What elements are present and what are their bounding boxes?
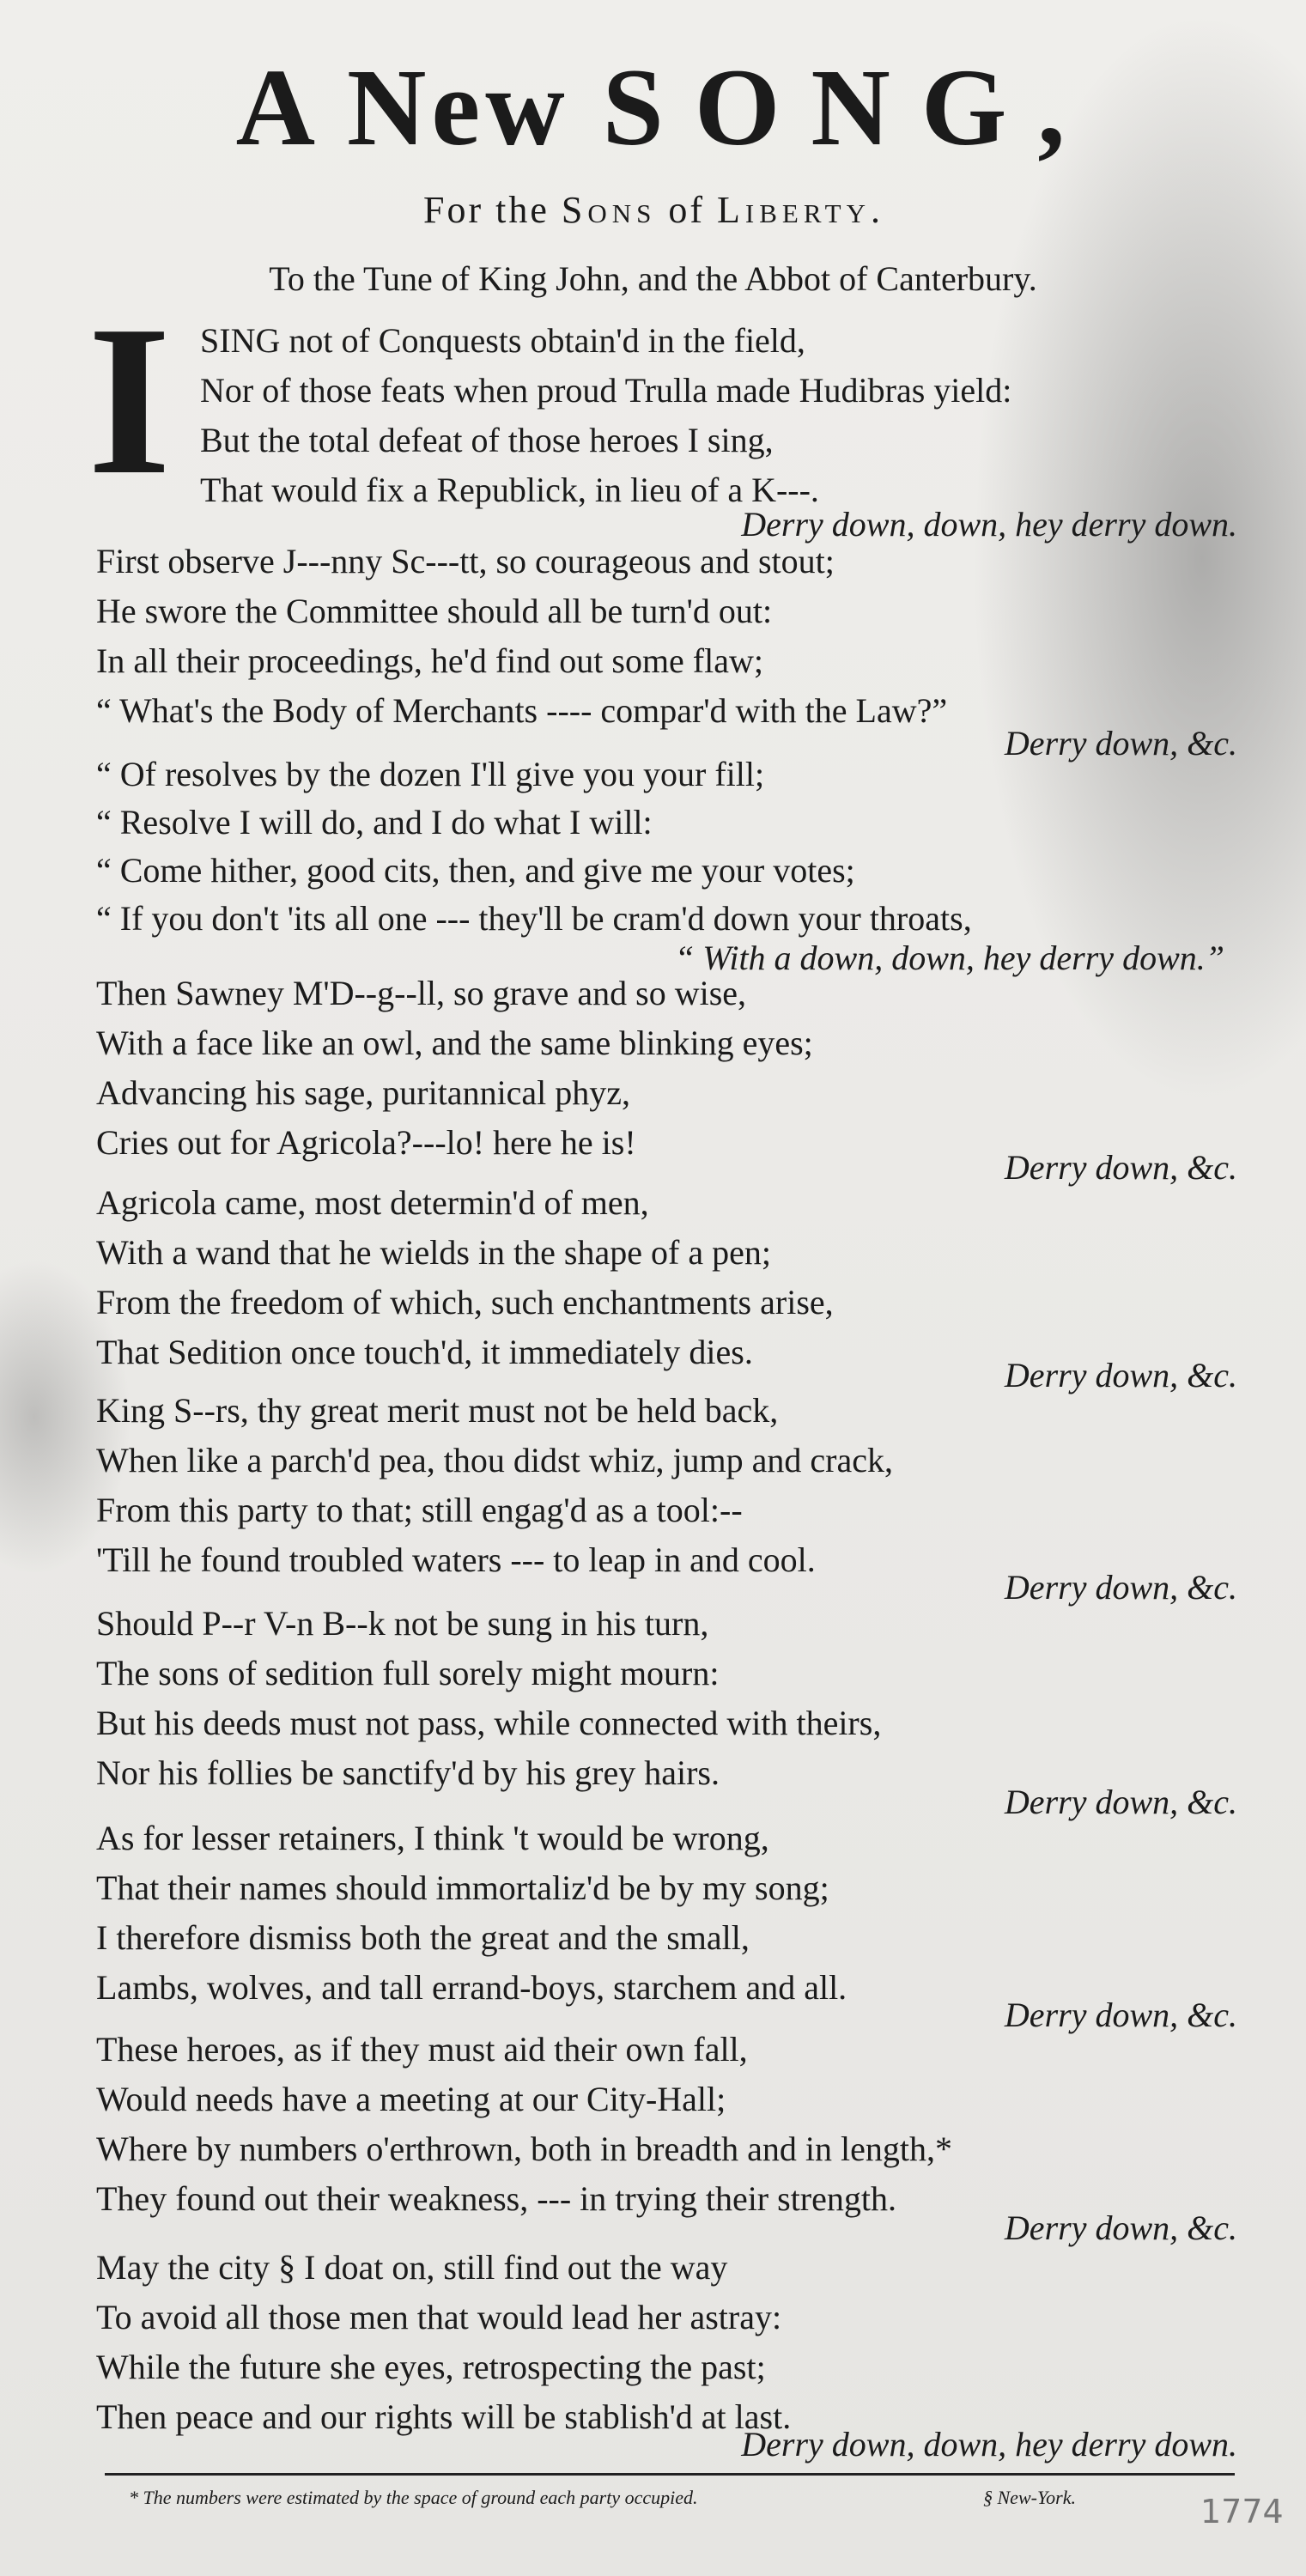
- verse-line: “ Come hither, good cits, then, and give me your votes;: [96, 851, 855, 890]
- verse-line: To avoid all those men that would lead her astray:: [96, 2298, 782, 2336]
- verse-line: May the city § I doat on, still find out the way: [96, 2248, 728, 2287]
- subtitle-pre: For the: [423, 189, 562, 231]
- verse-line: That Sedition once touch'd, it immediately dies.: [96, 1333, 753, 1371]
- verse-line: From this party to that; still engag'd as a tool:--: [96, 1491, 743, 1529]
- verse-line: In all their proceedings, he'd find out some flaw;: [96, 641, 763, 680]
- refrain-line: Derry down, down, hey derry down.: [741, 2425, 1237, 2464]
- refrain-line: Derry down, &c.: [1004, 1783, 1237, 1821]
- verse-line: King S--rs, thy great merit must not be held back,: [96, 1391, 779, 1430]
- verse-line: Then Sawney M'D--g--ll, so grave and so wise,: [96, 974, 747, 1012]
- verse-line: These heroes, as if they must aid their own fall,: [96, 2030, 748, 2069]
- refrain-line: “ With a down, down, hey derry down.”: [674, 939, 1224, 977]
- verse-line: With a face like an owl, and the same blinking eyes;: [96, 1024, 813, 1062]
- subtitle-liberty: Liberty: [717, 189, 871, 231]
- verse-line: But his deeds must not pass, while connected with theirs,: [96, 1704, 882, 1742]
- verse-line: “ What's the Body of Merchants ---- compar'd with the Law?”: [96, 691, 948, 730]
- verse-line: That would fix a Republick, in lieu of a K---.: [200, 471, 819, 509]
- verse-line: They found out their weakness, --- in trying their strength.: [96, 2179, 896, 2218]
- verse-line: While the future she eyes, retrospecting the past;: [96, 2348, 766, 2386]
- title-pre: A New: [235, 46, 603, 168]
- verse-line: First observe J---nny Sc---tt, so courageous and stout;: [96, 542, 835, 580]
- footnote-numbers: * The numbers were estimated by the space of ground each party occupied.: [129, 2487, 698, 2508]
- verse-line: Cries out for Agricola?---lo! here he is!: [96, 1123, 636, 1162]
- handwritten-date: 1774: [1200, 2493, 1284, 2530]
- song-subtitle: [0, 185, 1306, 236]
- verse-line: Then peace and our rights will be stablish'd at last.: [96, 2397, 792, 2436]
- refrain-line: Derry down, &c.: [1004, 1148, 1237, 1187]
- footnote-new-york: § New-York.: [983, 2487, 1076, 2508]
- verse-line: “ Of resolves by the dozen I'll give you your fill;: [96, 755, 765, 793]
- footer-rule: [105, 2473, 1235, 2476]
- verse-line: Lambs, wolves, and tall errand-boys, starchem and all.: [96, 1968, 847, 2007]
- refrain-line: Derry down, &c.: [1004, 2208, 1237, 2247]
- title-song: SONG: [602, 46, 1038, 168]
- verse-line: From the freedom of which, such enchantments arise,: [96, 1283, 834, 1321]
- verse-line: He swore the Committee should all be turn'd out:: [96, 592, 773, 630]
- verse-line: Nor of those feats when proud Trulla made Hudibras yield:: [200, 371, 1012, 410]
- title-comma: ,: [1037, 46, 1071, 168]
- verse-line: Should P--r V-n B--k not be sung in his turn,: [96, 1604, 709, 1643]
- verse-line: Nor his follies be sanctify'd by his grey hairs.: [96, 1753, 720, 1792]
- verse-line: But the total defeat of those heroes I sing,: [200, 421, 774, 459]
- refrain-line: Derry down, &c.: [1004, 1356, 1237, 1394]
- verse-line: When like a parch'd pea, thou didst whiz, jump and crack,: [96, 1441, 894, 1479]
- verse-line: With a wand that he wields in the shape of a pen;: [96, 1233, 771, 1272]
- verse-line: Agricola came, most determin'd of men,: [96, 1183, 649, 1222]
- refrain-line: Derry down, &c.: [1004, 1568, 1237, 1607]
- verse-line: The sons of sedition full sorely might mourn:: [96, 1654, 720, 1692]
- drop-cap: I: [88, 282, 172, 519]
- song-title: [0, 43, 1306, 172]
- verse-line: Would needs have a meeting at our City-Hall;: [96, 2080, 726, 2118]
- refrain-line: Derry down, down, hey derry down.: [741, 505, 1237, 544]
- refrain-line: Derry down, &c.: [1004, 1996, 1237, 2034]
- verse-line: SING not of Conquests obtain'd in the field,: [200, 321, 805, 360]
- verse-line: Advancing his sage, puritannical phyz,: [96, 1073, 631, 1112]
- verse-line: Where by numbers o'erthrown, both in breadth and in length,*: [96, 2129, 952, 2168]
- verse-line: “ Resolve I will do, and I do what I will:: [96, 803, 653, 841]
- verse-line: “ If you don't 'its all one --- they'll be cram'd down your throats,: [96, 899, 972, 938]
- refrain-line: Derry down, &c.: [1004, 724, 1237, 762]
- verse-line: 'Till he found troubled waters --- to leap in and cool.: [96, 1540, 816, 1579]
- subtitle-end: .: [871, 189, 883, 231]
- subtitle-sons: Sons: [561, 189, 657, 231]
- tune-line: To the Tune of King John, and the Abbot of Canterbury.: [269, 259, 1037, 298]
- verse-line: As for lesser retainers, I think 't would be wrong,: [96, 1819, 769, 1857]
- subtitle-mid: of: [656, 189, 718, 231]
- verse-line: That their names should immortaliz'd be by my song;: [96, 1868, 829, 1907]
- verse-line: I therefore dismiss both the great and the small,: [96, 1918, 750, 1957]
